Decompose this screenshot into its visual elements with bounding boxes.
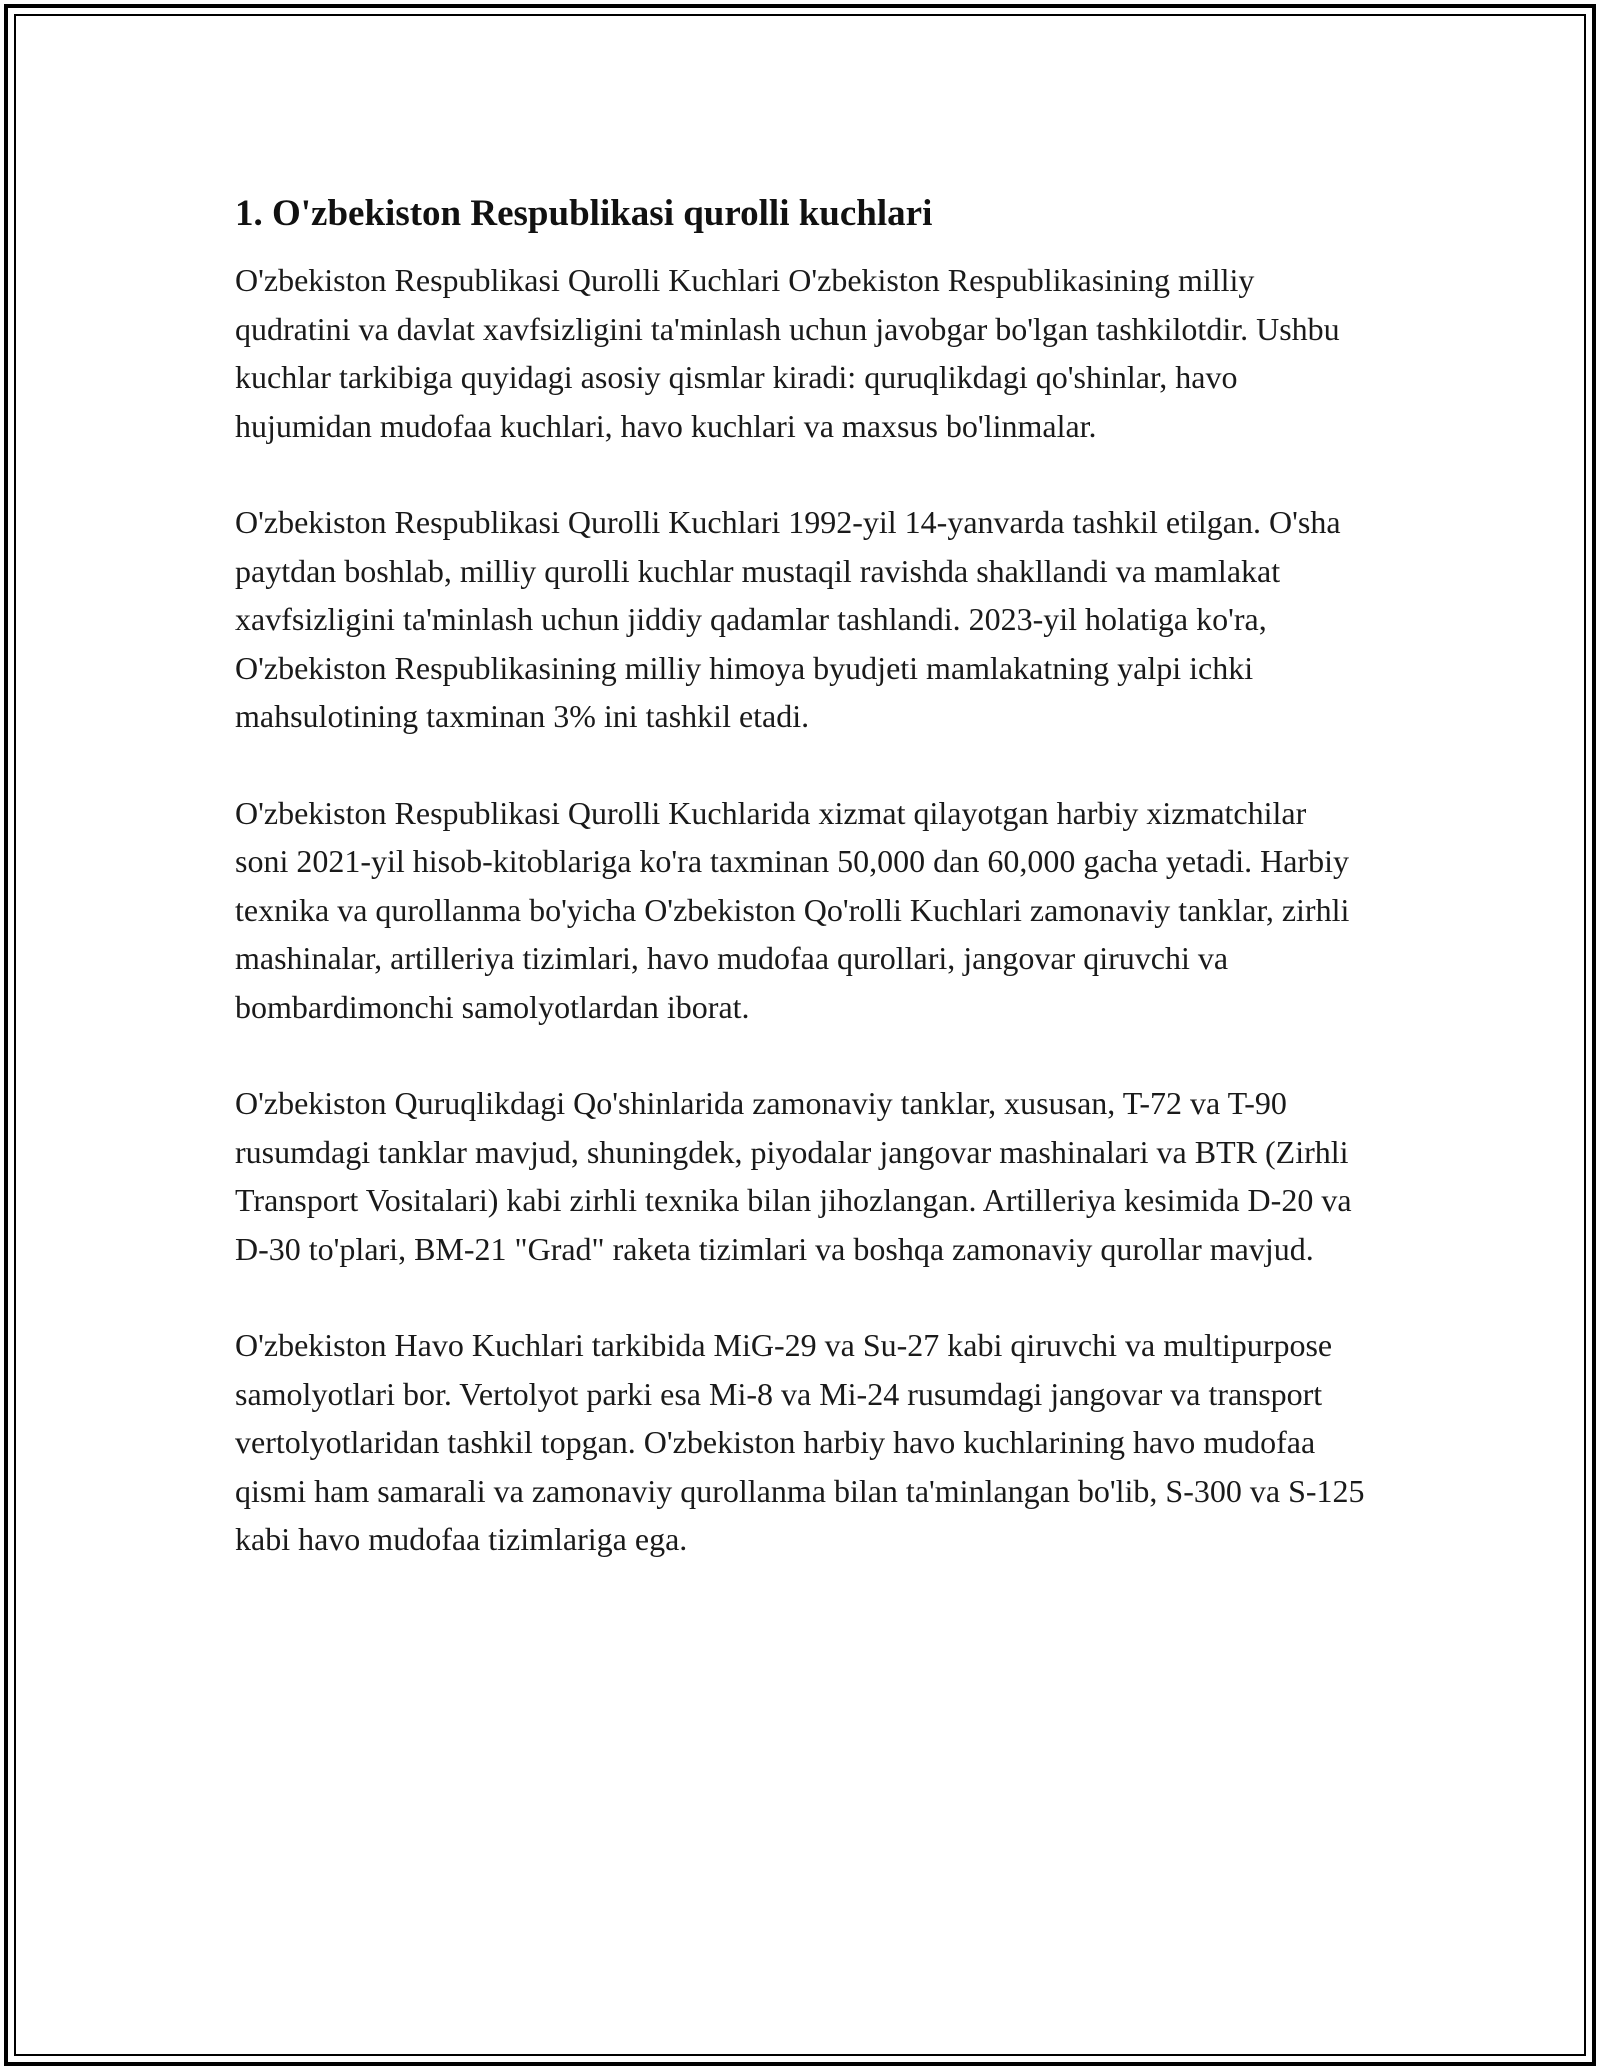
paragraph-overview: O'zbekiston Respublikasi Qurolli Kuchlari O'zbekiston Respublikasining milliy qudratini va davlat xavfsizligini ta'minlash uchun javobgar bo'lgan tashkilotdir. Ushbu kuchlar tarkibiga quyidagi asosiy qismlar kiradi: quruqlikdagi qo'shinlar, havo hujumidan mudofaa kuchlari, havo kuchlari va maxsus bo'linmalar. (235, 262, 1340, 444)
paragraph-ground-forces: O'zbekiston Quruqlikdagi Qo'shinlarida zamonaviy tanklar, xususan, T-72 va T-90 rusumdagi tanklar mavjud, shuningdek, piyodalar jangovar mashinalari va BTR (Zirhli Transport Vositalari) kabi zirhli texnika bilan jihozlangan. Artilleriya kesimida D-20 va D-30 to'plari, BM-21 "Grad" raketa tizimlari va boshqa zamonaviy qurollar mavjud. (235, 1085, 1352, 1267)
paragraph-personnel: O'zbekiston Respublikasi Qurolli Kuchlarida xizmat qilayotgan harbiy xizmatchilar soni 2021-yil hisob-kitoblariga ko'ra taxminan 50,000 dan 60,000 gacha yetadi. Harbiy texnika va qurollanma bo'yicha O'zbekiston Qo'rolli Kuchlari zamonaviy tanklar, zirhli mashinalar, artilleriya tizimlari, havo mudofaa qurollari, jangovar qiruvchi va bombardimonchi samolyotlardan iborat. (235, 794, 1350, 1025)
paragraph-air-forces: O'zbekiston Havo Kuchlari tarkibida MiG-29 va Su-27 kabi qiruvchi va multipurpose samolyotlari bor. Vertolyot parki esa Mi-8 va Mi-24 rusumdagi jangovar va transport vertolyotlaridan tashkil topgan. O'zbekiston harbiy havo kuchlarining havo mudofaa qismi ham samarali va zamonaviy qurollanma bilan ta'minlangan bo'lib, S-300 va S-125 kabi havo mudofaa tizimlariga ega. (235, 1327, 1365, 1557)
paragraph-history: O'zbekiston Respublikasi Qurolli Kuchlari 1992-yil 14-yanvarda tashkil etilgan. O'sha paytdan boshlab, milliy qurolli kuchlar mustaqil ravishda shakllandi va mamlakat xavfsizligini ta'minlash uchun jiddiy qadamlar tashlandi. 2023-yil holatiga ko'ra, O'zbekiston Respublikasining milliy himoya byudjeti mamlakatning yalpi ichki mahsulotining taxminan 3% ini tashkil etadi. (235, 504, 1341, 734)
document-body (235, 186, 1365, 1612)
section-heading: 1. O'zbekiston Respublikasi qurolli kuchlari (235, 193, 933, 234)
